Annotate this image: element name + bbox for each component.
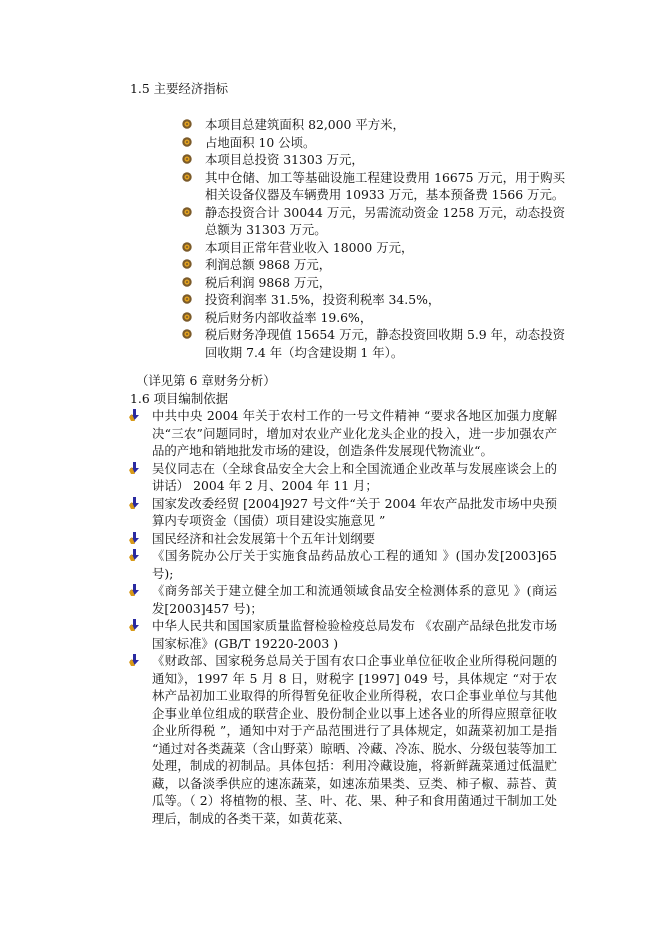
gold-sun-bullet-icon	[182, 207, 192, 217]
arrow-bullet-icon	[129, 462, 140, 474]
indicator-item	[205, 116, 565, 134]
basis-item	[152, 460, 557, 495]
indicator-item-text: 投资利润率 31.5%，投资利税率 34.5%，	[205, 292, 441, 307]
indicator-item-text: 本项目总建筑面积 82,000 平方米，	[205, 117, 405, 132]
indicator-item-text: 占地面积 10 公顷。	[205, 134, 316, 150]
indicator-item-text: 其中仓储、加工等基础设施工程建设费用 16675 万元，用于购买相关设备仪器及车辆费用 10933 万元，基本预备费 1566 万元。	[205, 169, 565, 202]
gold-sun-bullet-icon	[182, 154, 192, 164]
basis-document-list	[152, 407, 557, 827]
finance-chapter-note: （详见第 6 章财务分析）	[136, 373, 276, 388]
basis-item-text: 《财政部、国家税务总局关于国有农口企事业单位征收企业所得税问题的通知》，1997 年 5 月 8 日，财税字 [1997] 049 号，具体规定 “对于农林产品初加工业取得的所得暂免征收企业所得税，农口企事业单位与其他企事业单位组成的联营企业、股份制企业以事上述各业的所得应照章征收企业所得税 ”，通知中对于产品范围进行了具体规定，如蔬菜初加工是指 “通过对各类蔬菜（含山野菜）晾晒、冷藏、冷冻、脱水、分级包装等加工处理，制成的初制品。具体包括：利用冷藏设施，将新鲜蔬菜通过低温贮藏，以备淡季供应的速冻蔬菜，如速冻茄果类、豆类、柿子椒、蒜苔、黄瓜等。（ 2）将植物的根、茎、叶、花、果、种子和食用菌通过干制加工处理后，制成的各类干菜，如黄花菜、	[152, 653, 557, 826]
gold-sun-bullet-icon	[182, 242, 192, 252]
indicator-item-text: 税后利润 9868 万元，	[205, 274, 332, 290]
indicator-item	[205, 326, 565, 361]
gold-sun-bullet-icon	[182, 329, 192, 339]
gold-sun-bullet-icon	[182, 119, 192, 129]
basis-item	[152, 407, 557, 460]
indicator-item	[205, 151, 565, 169]
basis-item	[152, 495, 557, 530]
arrow-bullet-icon	[129, 654, 140, 666]
section-1-6-heading: 1.6 项目编制依据	[130, 391, 228, 406]
indicator-item	[205, 239, 565, 257]
indicator-item	[205, 291, 565, 309]
arrow-bullet-icon	[129, 584, 140, 596]
basis-item-text: 国家发改委经贸 [2004]927 号文件“关于 2004 年农产品批发市场中央预算内专项资金（国债）项目建设实施意见 ”	[152, 495, 557, 528]
basis-item-text: 《国务院办公厅关于实施食品药品放心工程的通知 》(国办发[2003]65 号);	[152, 548, 557, 581]
indicator-item	[205, 274, 565, 292]
indicator-item-text: 税后财务净现值 15654 万元，静态投资回收期 5.9 年，动态投资回收期 7.4 年（均含建设期 1 年）。	[205, 327, 565, 360]
basis-item-text: 国民经济和社会发展第十个五年计划纲要	[152, 530, 376, 546]
arrow-bullet-icon	[129, 549, 140, 561]
basis-item	[152, 652, 557, 827]
gold-sun-bullet-icon	[182, 294, 192, 304]
indicator-item	[205, 256, 565, 274]
arrow-bullet-icon	[129, 532, 140, 544]
basis-item	[152, 582, 557, 617]
basis-item	[152, 617, 557, 652]
indicator-item	[205, 134, 565, 152]
arrow-bullet-icon	[129, 497, 140, 509]
section-1-5-heading: 1.5 主要经济指标	[130, 81, 228, 96]
indicator-item-text: 本项目正常年营业收入 18000 万元，	[205, 239, 414, 255]
economic-indicator-list	[205, 116, 565, 361]
basis-item-text: 吴仪同志在（全球食品安全大会上和全国流通企业改革与发展座谈会上的讲话） 2004 年 2 月、2004 年 11 月；	[152, 460, 557, 493]
basis-item	[152, 530, 557, 548]
indicator-item	[205, 169, 565, 204]
basis-item-text: 中华人民共和国国家质量监督检验检疫总局发布 《农副产品绿色批发市场国家标准》(GB/T 19220-2003 )	[152, 618, 557, 651]
gold-sun-bullet-icon	[182, 277, 192, 287]
basis-item-text: 中共中央 2004 年关于农村工作的一号文件精神 “要求各地区加强力度解决“三农”问题同时，增加对农业产业化龙头企业的投入，进一步加强农产品的产地和销地批发市场的建设，创造条件发展现代物流业“。	[152, 408, 557, 458]
indicator-item-text: 利润总额 9868 万元，	[205, 257, 332, 272]
arrow-bullet-icon	[129, 619, 140, 631]
indicator-item-text: 本项目总投资 31303 万元，	[205, 152, 364, 167]
gold-sun-bullet-icon	[182, 172, 192, 182]
gold-sun-bullet-icon	[182, 259, 192, 269]
indicator-item	[205, 309, 565, 327]
gold-sun-bullet-icon	[182, 137, 192, 147]
basis-item-text: 《商务部关于建立健全加工和流通领域食品安全检测体系的意见 》(商运发[2003]457 号)；	[152, 583, 557, 616]
basis-item	[152, 547, 557, 582]
indicator-item-text: 税后财务内部收益率 19.6%，	[205, 309, 373, 325]
indicator-item	[205, 204, 565, 239]
indicator-item-text: 静态投资合计 30044 万元，另需流动资金 1258 万元，动态投资总额为 31303 万元。	[205, 204, 565, 237]
arrow-bullet-icon	[129, 409, 140, 421]
gold-sun-bullet-icon	[182, 312, 192, 322]
